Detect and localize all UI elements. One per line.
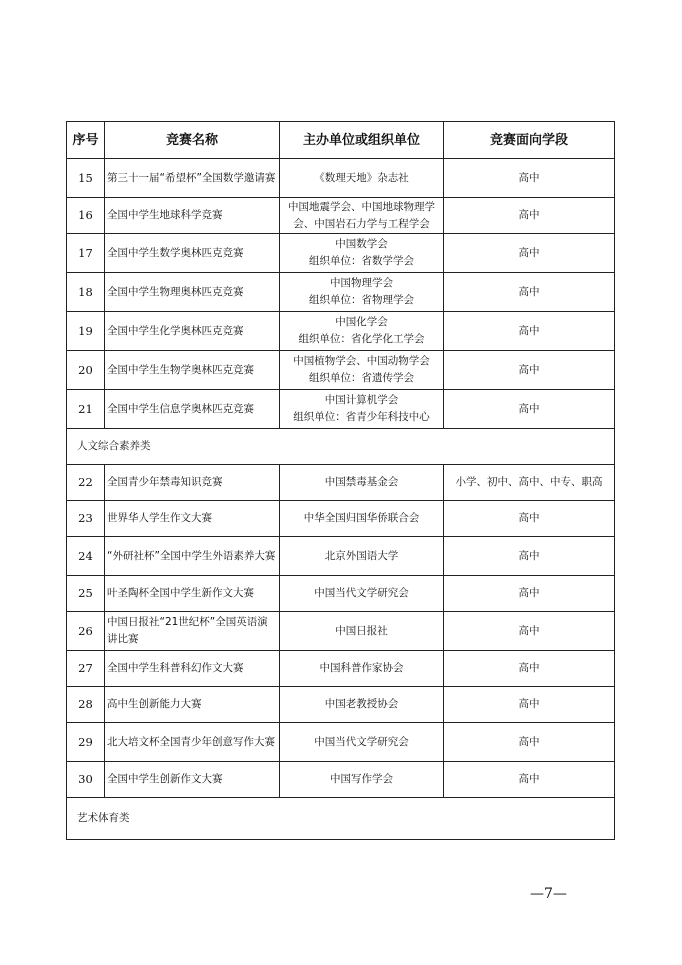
- organizer: [280, 537, 444, 576]
- row-number: 18: [67, 273, 105, 312]
- organizer: [280, 273, 444, 312]
- school-stage: 小学、初中、高中、中专、职高: [444, 465, 615, 501]
- header-stage: 竞赛面向学段: [444, 122, 615, 159]
- category-label: 人文综合素养类: [67, 429, 615, 465]
- row-number: 24: [67, 537, 105, 576]
- organizer: [280, 198, 444, 234]
- row-number: 26: [67, 612, 105, 651]
- school-stage: 高中: [444, 723, 615, 762]
- row-number: 27: [67, 651, 105, 687]
- row-number: 15: [67, 159, 105, 198]
- organizer: [280, 723, 444, 762]
- school-stage: 高中: [444, 537, 615, 576]
- competition-name: 第三十一届“希望杯”全国数学邀请赛: [105, 159, 280, 198]
- competition-name: 中国日报社“21世纪杯”全国英语演讲比赛: [105, 612, 280, 651]
- organizer-line: 中国计算机学会: [324, 394, 399, 406]
- row-number: 17: [67, 234, 105, 273]
- table-row: [67, 273, 615, 312]
- table-header-row: [67, 122, 615, 159]
- row-number: 21: [67, 390, 105, 429]
- school-stage: 高中: [444, 198, 615, 234]
- competition-name: 全国中学生数学奥林匹克竞赛: [105, 234, 280, 273]
- organizer-line: 中华全国归国华侨联合会: [303, 512, 420, 524]
- organizer-line: 中国当代文学研究会: [314, 735, 409, 748]
- organizer-line: 组织单位：省物理学会: [309, 294, 414, 306]
- table-row: [67, 390, 615, 429]
- header-name: 竞赛名称: [105, 122, 280, 159]
- organizer-line: 中国日报社: [335, 624, 388, 637]
- organizer: [280, 651, 444, 687]
- row-number: 28: [67, 687, 105, 723]
- organizer: [280, 312, 444, 351]
- organizer: [280, 234, 444, 273]
- competition-name: 北大培文杯全国青少年创意写作大赛: [105, 723, 280, 762]
- row-number: 23: [67, 501, 105, 537]
- competition-name: 世界华人学生作文大赛: [105, 501, 280, 537]
- school-stage: 高中: [444, 234, 615, 273]
- table-row: [67, 576, 615, 612]
- competition-name: 全国中学生创新作文大赛: [105, 762, 280, 798]
- row-number: 20: [67, 351, 105, 390]
- organizer: [280, 465, 444, 501]
- table-row: [67, 762, 615, 798]
- organizer-line: 中国地震学会、中国地球物理学会、中国岩石力学与工程学会: [288, 200, 435, 230]
- school-stage: 高中: [444, 390, 615, 429]
- school-stage: 高中: [444, 576, 615, 612]
- school-stage: 高中: [444, 312, 615, 351]
- organizer-line: 中国数学会: [335, 238, 388, 250]
- competition-name: 全国中学生物理奥林匹克竞赛: [105, 273, 280, 312]
- competition-name: 全国中学生信息学奥林匹克竞赛: [105, 390, 280, 429]
- organizer-line: 中国化学会: [335, 316, 388, 328]
- table-row: [67, 312, 615, 351]
- organizer-line: 组织单位：省遗传学会: [309, 372, 414, 384]
- organizer-line: 组织单位：省数学学会: [309, 255, 414, 267]
- organizer-line: 中国科普作家协会: [319, 662, 404, 674]
- competition-name: 全国中学生化学奥林匹克竞赛: [105, 312, 280, 351]
- organizer: [280, 612, 444, 651]
- competition-name: 全国青少年禁毒知识竞赛: [105, 465, 280, 501]
- table-row: [67, 351, 615, 390]
- category-row: [67, 429, 615, 465]
- organizer-line: 中国老教授协会: [324, 698, 399, 710]
- table-body: [67, 159, 615, 840]
- competition-name: “外研社杯”全国中学生外语素养大赛: [105, 537, 280, 576]
- organizer-line: 中国物理学会: [330, 277, 393, 289]
- table-row: [67, 234, 615, 273]
- row-number: 29: [67, 723, 105, 762]
- page-number: —7—: [530, 886, 567, 902]
- table-row: [67, 687, 615, 723]
- row-number: 16: [67, 198, 105, 234]
- school-stage: 高中: [444, 687, 615, 723]
- school-stage: 高中: [444, 351, 615, 390]
- organizer-line: 北京外国语大学: [324, 549, 399, 562]
- school-stage: 高中: [444, 651, 615, 687]
- row-number: 19: [67, 312, 105, 351]
- school-stage: 高中: [444, 273, 615, 312]
- organizer-line: 《数理天地》杂志社: [314, 171, 409, 184]
- competition-name: 全国中学生科普科幻作文大赛: [105, 651, 280, 687]
- row-number: 30: [67, 762, 105, 798]
- table-row: [67, 501, 615, 537]
- school-stage: 高中: [444, 501, 615, 537]
- table-row: [67, 198, 615, 234]
- organizer: [280, 501, 444, 537]
- school-stage: 高中: [444, 762, 615, 798]
- organizer: [280, 159, 444, 198]
- school-stage: 高中: [444, 159, 615, 198]
- competition-name: 叶圣陶杯全国中学生新作文大赛: [105, 576, 280, 612]
- row-number: 25: [67, 576, 105, 612]
- table-row: [67, 159, 615, 198]
- table-row: [67, 651, 615, 687]
- organizer: [280, 576, 444, 612]
- organizer-line: 中国写作学会: [330, 773, 393, 785]
- table-row: [67, 612, 615, 651]
- header-org: 主办单位或组织单位: [280, 122, 444, 159]
- table-row: [67, 537, 615, 576]
- organizer: [280, 762, 444, 798]
- competition-name: 全国中学生地球科学竞赛: [105, 198, 280, 234]
- organizer: [280, 390, 444, 429]
- table-row: [67, 465, 615, 501]
- competition-name: 高中生创新能力大赛: [105, 687, 280, 723]
- competition-table: [66, 121, 615, 840]
- organizer-line: 组织单位：省青少年科技中心: [293, 411, 430, 423]
- row-number: 22: [67, 465, 105, 501]
- organizer-line: 组织单位：省化学化工学会: [298, 333, 425, 345]
- school-stage: 高中: [444, 612, 615, 651]
- header-seq: 序号: [67, 122, 105, 159]
- category-label: 艺术体育类: [67, 798, 615, 840]
- organizer-line: 中国当代文学研究会: [314, 587, 409, 599]
- organizer-line: 中国禁毒基金会: [324, 476, 399, 488]
- category-row: [67, 798, 615, 840]
- organizer-line: 中国植物学会、中国动物学会: [293, 355, 430, 367]
- organizer: [280, 351, 444, 390]
- table-row: [67, 723, 615, 762]
- competition-name: 全国中学生生物学奥林匹克竞赛: [105, 351, 280, 390]
- organizer: [280, 687, 444, 723]
